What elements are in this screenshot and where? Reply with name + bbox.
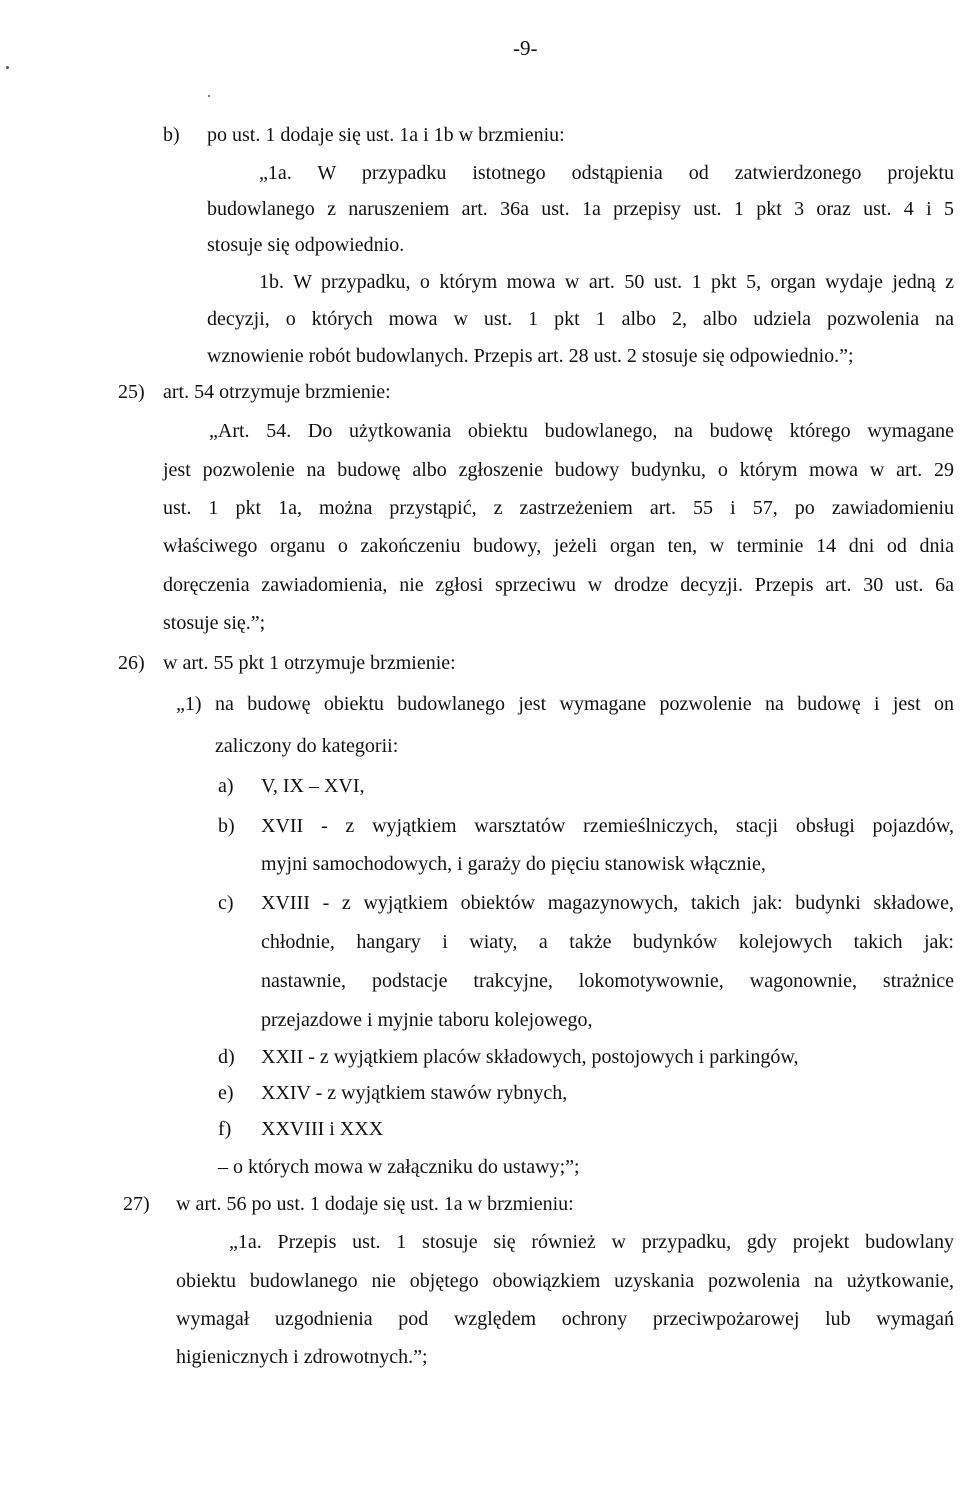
art-54-line: doręczenia zawiadomienia, nie zgłosi sprzeciwu w drodze decyzji. Przepis art. 30 ust. 6a — [163, 574, 954, 596]
letter-a-line: V, IX – XVI, — [261, 775, 365, 797]
item-label-25: 25) — [118, 381, 145, 403]
item-26-closing: – o których mowa w załączniku do ustawy;”; — [218, 1156, 580, 1178]
letter-c-line: chłodnie, hangary i wiaty, a także budynków kolejowych takich jak: — [261, 931, 954, 953]
letter-f-line: XXVIII i XXX — [261, 1118, 384, 1140]
item-label-b: b) — [163, 124, 180, 146]
scan-speck — [208, 95, 210, 97]
letter-label-e: e) — [218, 1082, 234, 1104]
letter-b-line: myjni samochodowych, i garaży do pięciu stanowisk włącznie, — [261, 853, 766, 875]
par-1b-line: wznowienie robót budowlanych. Przepis art. 28 ust. 2 stosuje się odpowiednio.”; — [207, 345, 854, 367]
letter-d-line: XXII - z wyjątkiem placów składowych, postojowych i parkingów, — [261, 1046, 799, 1068]
item-label-27: 27) — [123, 1193, 150, 1215]
par-1a-line: „1a. W przypadku istotnego odstąpienia od zatwierdzonego projektu — [259, 162, 954, 184]
letter-e-line: XXIV - z wyjątkiem stawów rybnych, — [261, 1082, 568, 1104]
point-1-line: zaliczony do kategorii: — [215, 735, 399, 757]
letter-label-d: d) — [218, 1046, 235, 1068]
item-26-intro: w art. 55 pkt 1 otrzymuje brzmienie: — [163, 652, 456, 674]
art-54-line: „Art. 54. Do użytkowania obiektu budowlanego, na budowę którego wymagane — [209, 420, 954, 442]
letter-c-line: XVIII - z wyjątkiem obiektów magazynowych, takich jak: budynki składowe, — [261, 892, 954, 914]
par-1b-line: 1b. W przypadku, o którym mowa w art. 50 ust. 1 pkt 5, organ wydaje jedną z — [259, 271, 954, 293]
item-27-intro: w art. 56 po ust. 1 dodaje się ust. 1a w brzmieniu: — [176, 1193, 574, 1215]
item-label-26: 26) — [118, 652, 145, 674]
par-1b-line: decyzji, o których mowa w ust. 1 pkt 1 albo 2, albo udziela pozwolenia na — [207, 308, 954, 330]
page-number: -9- — [513, 36, 538, 60]
letter-c-line: nastawnie, podstacje trakcyjne, lokomotywownie, wagonownie, strażnice — [261, 970, 954, 992]
art-54-line: stosuje się.”; — [163, 612, 266, 634]
letter-label-a: a) — [218, 775, 234, 797]
letter-label-c: c) — [218, 892, 234, 914]
point-label-1: „1) — [176, 693, 202, 715]
par-27-1a-line: higienicznych i zdrowotnych.”; — [176, 1346, 428, 1368]
art-54-line: właściwego organu o zakończeniu budowy, jeżeli organ ten, w terminie 14 dni od dnia — [163, 535, 954, 557]
letter-label-f: f) — [218, 1118, 232, 1140]
letter-label-b: b) — [218, 815, 235, 837]
par-27-1a-line: „1a. Przepis ust. 1 stosuje się również w przypadku, gdy projekt budowlany — [229, 1231, 954, 1253]
letter-b-line: XVII - z wyjątkiem warsztatów rzemieślniczych, stacji obsługi pojazdów, — [261, 815, 954, 837]
par-27-1a-line: wymagał uzgodnienia pod względem ochrony przeciwpożarowej lub wymagań — [176, 1308, 954, 1330]
letter-c-line: przejazdowe i myjnie taboru kolejowego, — [261, 1009, 593, 1031]
art-54-line: ust. 1 pkt 1a, można przystąpić, z zastrzeżeniem art. 55 i 57, po zawiadomieniu — [163, 497, 954, 519]
par-1a-line: budowlanego z naruszeniem art. 36a ust. 1a przepisy ust. 1 pkt 3 oraz ust. 4 i 5 — [207, 198, 954, 220]
item-25-intro: art. 54 otrzymuje brzmienie: — [163, 381, 391, 403]
scan-speck — [6, 66, 9, 69]
par-1a-line: stosuje się odpowiednio. — [207, 234, 405, 256]
art-54-line: jest pozwolenie na budowę albo zgłoszenie budowy budynku, o którym mowa w art. 29 — [163, 459, 954, 481]
point-1-line: na budowę obiektu budowlanego jest wymagane pozwolenie na budowę i jest on — [215, 693, 954, 715]
par-27-1a-line: obiektu budowlanego nie objętego obowiązkiem uzyskania pozwolenia na użytkowanie, — [176, 1270, 954, 1292]
item-b-intro: po ust. 1 dodaje się ust. 1a i 1b w brzmieniu: — [207, 124, 565, 146]
